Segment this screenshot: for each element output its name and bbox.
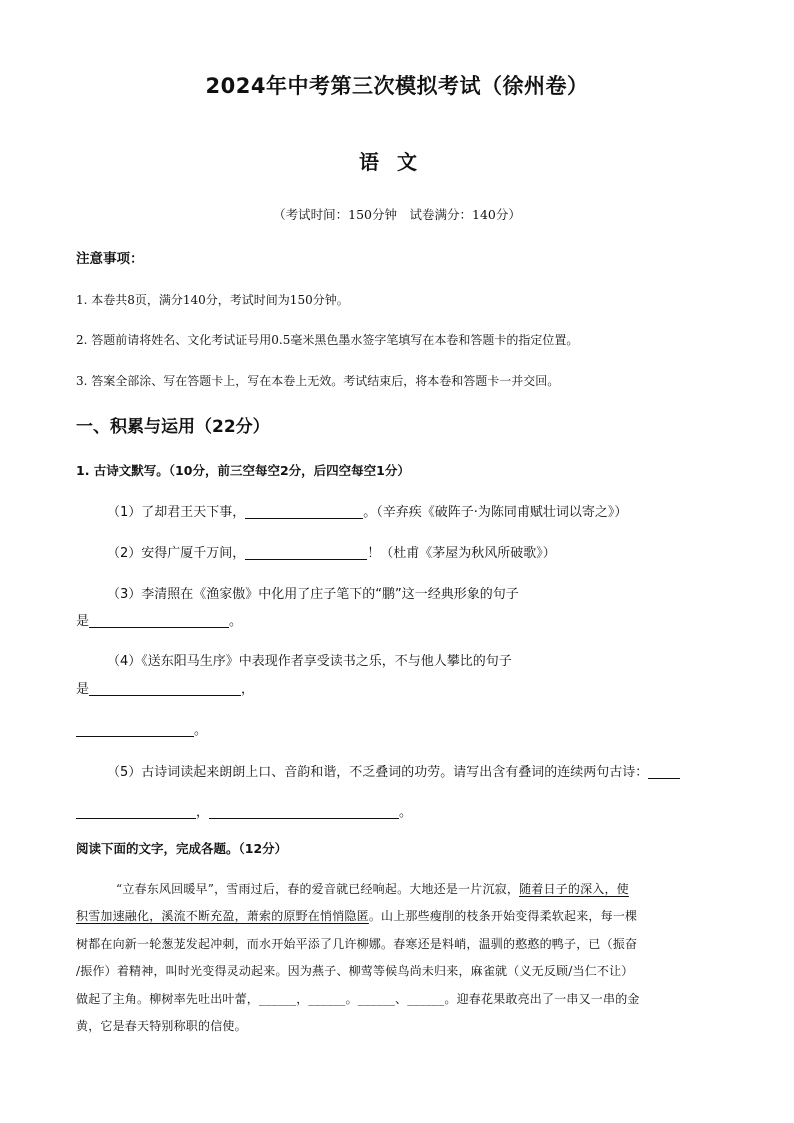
item-1-text: （1）了却君王天下事， (107, 505, 246, 520)
answer-blank[interactable] (89, 613, 229, 628)
item-2-source: ！（杜甫《茅屋为秋风所破歌》） (367, 546, 556, 561)
reading-line-4: /振作）着精神，叫时光变得灵动起来。因为燕子、柳莺等候鸟尚未归来，麻雀就（义无反顾/当仁不让） (76, 964, 634, 978)
answer-blank[interactable] (648, 764, 680, 779)
notice-item-2: 2. 答题前请将姓名、文化考试证号用0.5毫米黑色墨水签字笔填写在本卷和答题卡的指定位置。 (76, 333, 579, 347)
item-5-end: 。 (399, 805, 413, 820)
underlined-sentence: 随着日子的深入，使 (519, 882, 629, 896)
item-3-end: 。 (229, 614, 243, 629)
question-1-item-2 (107, 542, 556, 561)
question-1-item-4: （4）《送东阳马生序》中表现作者享受读书之乐，不与他人攀比的句子 (107, 654, 512, 669)
subject-title: 语文 (359, 150, 435, 174)
reading-text: 。山上那些瘦削的枝条开始变得柔软起来，每一棵 (368, 909, 638, 923)
answer-blank[interactable] (245, 545, 367, 560)
reading-line-3: 树都在向新一轮葱茏发起冲刺，而水开始平添了几许柳娜。春寒还是料峭，温驯的憨憨的鸭子，已（振奋 (76, 937, 638, 951)
reading-line-1 (116, 880, 756, 897)
reading-line-5: 做起了主角。柳树率先吐出叶蕾，______，______。______、______。迎春花果敢亮出了一串又一串的金 (76, 992, 640, 1006)
item-4-comma: ， (241, 682, 255, 697)
reading-text: “立春东风回暖早”，雪雨过后，春的爱音就已经响起。大地还是一片沉寂， (116, 882, 520, 896)
item-4-end: 。 (194, 723, 208, 738)
answer-blank[interactable] (245, 504, 363, 519)
item-5-comma: ， (196, 805, 210, 820)
reading-line-2 (76, 907, 716, 924)
notice-item-1: 1. 本卷共8页，满分140分，考试时间为150分钟。 (76, 293, 349, 307)
question-1-item-1 (107, 501, 627, 520)
question-1-title: 1. 古诗文默写。（10分，前三空每空2分，后四空每空1分） (76, 463, 410, 478)
question-1-item-3: （3）李清照在《渔家傲》中化用了庄子笔下的“鹏”这一经典形象的句子 (107, 587, 519, 602)
answer-blank[interactable] (209, 804, 399, 819)
answer-blank[interactable] (76, 804, 196, 819)
underlined-sentence: 积雪加速融化，溪流不断充盈，萧索的原野在悄悄隐匿 (76, 909, 369, 923)
question-1-item-5-answer (76, 801, 412, 820)
answer-blank[interactable] (89, 681, 241, 696)
question-1-item-4-answer-2 (76, 719, 207, 738)
question-1-item-4-answer-1 (76, 678, 254, 697)
section-heading: 一、积累与运用（22分） (76, 417, 270, 437)
item-5-text: （5）古诗词读起来朗朗上口、音韵和谐，不乏叠词的功劳。请写出含有叠词的连续两句古诗： (107, 765, 649, 780)
item-3-prefix: 是 (76, 614, 90, 629)
reading-line-6: 黄，它是春天特别称职的信使。 (76, 1019, 247, 1033)
reading-title: 阅读下面的文字，完成各题。（12分） (76, 841, 288, 856)
item-1-source: 。（辛弃疾《破阵子·为陈同甫赋壮词以寄之》） (363, 505, 628, 520)
item-4-prefix: 是 (76, 682, 90, 697)
exam-title: 2024年中考第三次模拟考试（徐州卷） (205, 74, 589, 98)
question-1-item-3-answer (76, 610, 242, 629)
notice-item-3: 3. 答案全部涂、写在答题卡上，写在本卷上无效。考试结束后，将本卷和答题卡一并交回。 (76, 374, 560, 388)
notice-title: 注意事项： (76, 251, 144, 267)
answer-blank[interactable] (76, 722, 194, 737)
item-2-text: （2）安得广厦千万间， (107, 546, 246, 561)
question-1-item-5 (107, 761, 680, 780)
exam-info: （考试时间：150分钟 试卷满分：140分） (273, 207, 521, 222)
